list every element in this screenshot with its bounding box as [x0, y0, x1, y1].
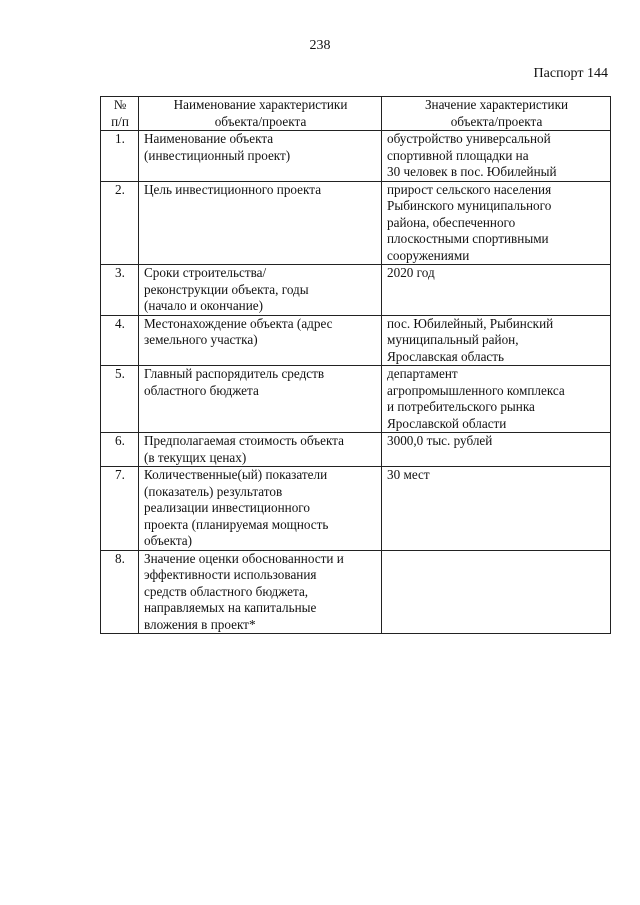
row-characteristic: Предполагаемая стоимость объекта (в текущих ценах) — [139, 433, 382, 467]
row-characteristic: Значение оценки обоснованности и эффективности использования средств областного бюджета, направляемых на капитальные вложения в проект* — [139, 550, 382, 634]
column-header-value: Значение характеристики объекта/проекта — [382, 97, 611, 131]
row-characteristic: Цель инвестиционного проекта — [139, 181, 382, 265]
row-value — [382, 550, 611, 634]
row-characteristic: Главный распорядитель средств областного бюджета — [139, 366, 382, 433]
row-value: департамент агропромышленного комплекса и потребительского рынка Ярославской области — [382, 366, 611, 433]
table-row — [101, 467, 611, 551]
row-value: прирост сельского населения Рыбинского муниципального района, обеспеченного плоскостными спортивными сооружениями — [382, 181, 611, 265]
row-number: 2. — [101, 181, 139, 265]
row-characteristic: Наименование объекта (инвестиционный проект) — [139, 131, 382, 182]
row-characteristic: Количественные(ый) показатели (показатель) результатов реализации инвестиционного проекта (планируемая мощность объекта) — [139, 467, 382, 551]
table-row — [101, 315, 611, 366]
row-number: 6. — [101, 433, 139, 467]
row-number: 8. — [101, 550, 139, 634]
row-value: 2020 год — [382, 265, 611, 316]
table-row — [101, 366, 611, 433]
table-row — [101, 181, 611, 265]
table-row — [101, 265, 611, 316]
row-number: 3. — [101, 265, 139, 316]
row-value: 30 мест — [382, 467, 611, 551]
row-value: обустройство универсальной спортивной площадки на 30 человек в пос. Юбилейный — [382, 131, 611, 182]
row-value: 3000,0 тыс. рублей — [382, 433, 611, 467]
row-characteristic: Сроки строительства/ реконструкции объекта, годы (начало и окончание) — [139, 265, 382, 316]
table-row — [101, 131, 611, 182]
row-number: 4. — [101, 315, 139, 366]
passport-table — [100, 96, 611, 634]
column-header-name: Наименование характеристики объекта/проекта — [139, 97, 382, 131]
row-number: 5. — [101, 366, 139, 433]
table-header-row — [101, 97, 611, 131]
row-number: 1. — [101, 131, 139, 182]
page-number: 238 — [309, 38, 331, 53]
passport-label: Паспорт 144 — [533, 66, 608, 81]
column-header-number: № п/п — [101, 97, 139, 131]
table-row — [101, 550, 611, 634]
table-row — [101, 433, 611, 467]
row-number: 7. — [101, 467, 139, 551]
row-value: пос. Юбилейный, Рыбинский муниципальный район, Ярославская область — [382, 315, 611, 366]
row-characteristic: Местонахождение объекта (адрес земельного участка) — [139, 315, 382, 366]
